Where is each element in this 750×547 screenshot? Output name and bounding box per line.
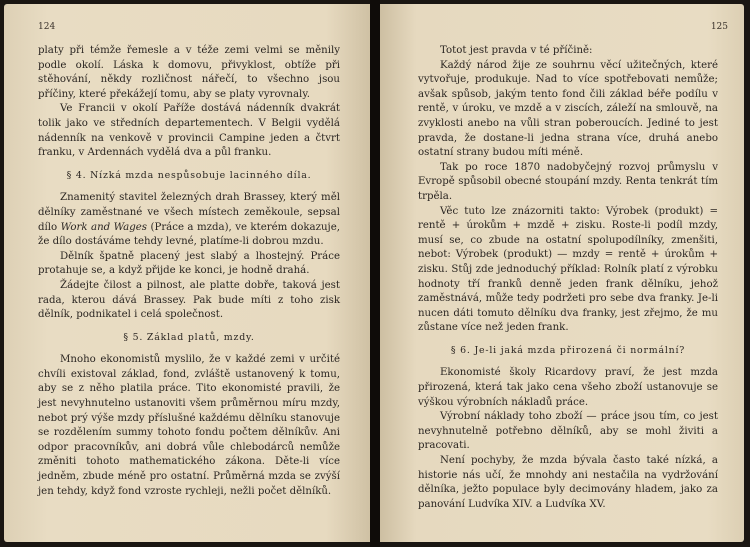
paragraph: Ekonomisté školy Ricardovy praví, že jest mzda přirozená, která tak jako cena všeho zboží ustanovuje se výškou výrobních nákladů práce.: [418, 367, 718, 408]
paragraph: Výrobní náklady toho zboží — práce jsou tím, co jest nevyhnutelně potřebno dělníků, aby se mohl živiti a pracovati.: [418, 411, 718, 452]
right-page-text: [418, 44, 718, 512]
paragraph: Tak po roce 1870 nadobyčejný rozvoj průmyslu v Evropě spůsobil obecné stoupání mzdy. Renta tenkrát tím trpěla.: [418, 161, 718, 202]
paragraph: Není pochyby, že mzda bývala často také nízká, a historie nás učí, že mnohdy ani nestačila na vydržování dělníka, ježto populace byly decimovány hladem, jako za panování Ludvíka XIV. a Ludvíka XV.: [418, 455, 718, 510]
section-6-heading: § 6. Je-li jaká mzda přirozená či normální?: [450, 344, 686, 356]
paragraph: Totot jest pravda v té příčině:: [440, 45, 593, 56]
left-page: [4, 4, 370, 542]
left-page-text: [38, 44, 340, 499]
paragraph: Každý národ žije ze souhrnu věcí užitečných, které vytvořuje, produkuje. Nad to více spotřebovati nemůže; avšak spůsob, jakým tento fond čili základ béře podílu v rentě, v úroku, ve mzdě a v ziscích, záleží na smlouvě, na zvyklosti anebo na vůli stran poberoucích. Jediné to jest pravda, že dostane-li jedna strana více, druhá anebo ostatní strany budou míti méně.: [418, 59, 718, 159]
page-number-right: 125: [710, 22, 728, 32]
page-number-left: 124: [38, 22, 56, 32]
paragraph: Znamenitý stavitel železných drah Brassey, který měl dělníky zaměstnané ve všech místech zeměkoule, sepsal dílo Work and Wages (Práce a mzda), ve kterém dokazuje, že dílo dostáváme tehdy levné, platíme-li dobrou mzdu.: [38, 192, 340, 248]
paragraph: Mnoho ekonomistů myslilo, že v každé zemi v určité chvíli existoval základ, fond, zvláště ustanovený k tomu, aby se z něho platila práce. Tito ekonomisté pravili, že jest nevyhnutelno ustanoviti všem průměrnou míru mzdy, nebot prý výše mzdy příslušné každému dělníku stanovuje se rozdělením summy tohoto fondu počtem dělníkův. Ani odpor pracovníkův, ani dobrá vůle chlebodárců nemůže změniti tohoto mathematického zákona. Děte-li více jedněm, zbude méně pro ostatní. Průměrná mzda se zvýší jen tehdy, když fond vzroste rychleji, nežli počet dělníků.: [38, 354, 340, 497]
book-title: Work and Wages: [60, 221, 148, 233]
section-4-heading: § 4. Nízká mzda nespůsobuje lacinného díla.: [66, 169, 312, 181]
right-page: [380, 4, 744, 542]
paragraph: Dělník špatně placený jest slabý a lhostejný. Práce protahuje se, a když přijde ke konci, je hodně drahá.: [38, 250, 340, 277]
paragraph: Ve Francii v okolí Paříže dostává nádenník dvakrát tolik jako ve středních departementech. V Belgii vydělá nádenník na venkově v provincii Campine jeden a čtvrt franku, v Ardennách vydělá dva a půl franku.: [38, 103, 340, 159]
paragraph: Věc tuto lze znázorniti takto: Výrobek (produkt) = rentě + úrokům + mzdě + zisku. Roste-li podíl mzdy, musí se, co zbude na ostatní spolupodílníky, zmenšiti, nebot: Výrobek (produkt) — mzdy = rentě + úrokům + zisku. Stůj zde jednoduchý příklad: Rolník platí z výrobku hodnoty tří franků denně jeden frank dělníku, jehož zaměstnává, může tedy podržeti pro sebe dva franky. Je-li nucen dáti tomuto dělníku dva franky, jest zřejmo, že mu zůstane více než jeden frank.: [418, 205, 718, 334]
paragraph: Žádejte čilost a pilnost, ale platte dobře, taková jest rada, kterou dává Brassey. Pak bude míti z toho zisk dělník, podnikatel i celá společnost.: [38, 279, 340, 321]
paragraph: platy při témže řemesle a v téže zemi velmi se měnily podle okolí. Láska k domovu, přivyklost, obtíže při stěhování, někdy rozličnost nářečí, to všechno jsou příčiny, které překážejí tomu, aby se platy vyrovnaly.: [38, 45, 340, 100]
section-5-heading: § 5. Základ platů, mzdy.: [123, 331, 255, 343]
book-gutter: [370, 0, 380, 547]
